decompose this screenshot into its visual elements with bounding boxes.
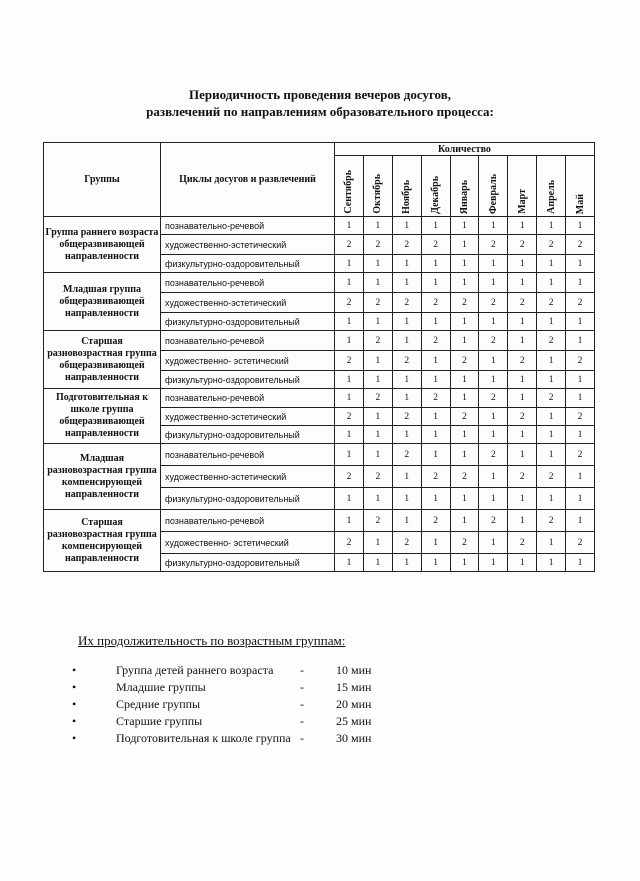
count-cell: 1 xyxy=(508,255,537,273)
count-cell: 2 xyxy=(479,293,508,313)
count-cell: 1 xyxy=(479,371,508,389)
cycle-name: физкультурно-оздоровительный xyxy=(161,313,335,331)
count-cell: 2 xyxy=(363,389,392,408)
count-cell: 1 xyxy=(566,466,595,488)
month-label: Апрель xyxy=(545,180,557,214)
schedule-table xyxy=(43,142,595,572)
month-label: Март xyxy=(516,189,528,214)
count-cell: 1 xyxy=(392,426,421,444)
cycle-name: познавательно-речевой xyxy=(161,217,335,235)
duration-group-name: Средние группы xyxy=(116,697,201,711)
cycle-name: художественно-эстетический xyxy=(161,408,335,426)
duration-group-name: Подготовительная к школе группа xyxy=(116,731,291,745)
count-cell: 2 xyxy=(537,510,566,532)
count-cell: 2 xyxy=(392,444,421,466)
count-cell: 2 xyxy=(450,351,479,371)
count-cell: 2 xyxy=(508,408,537,426)
count-cell: 1 xyxy=(450,389,479,408)
cycle-name: познавательно-речевой xyxy=(161,273,335,293)
count-cell: 1 xyxy=(537,351,566,371)
count-cell: 2 xyxy=(363,331,392,351)
count-cell: 1 xyxy=(508,426,537,444)
count-cell: 2 xyxy=(392,293,421,313)
duration-dash: - xyxy=(300,731,304,745)
count-cell: 2 xyxy=(421,235,450,255)
count-cell: 1 xyxy=(508,273,537,293)
month-header xyxy=(392,156,421,217)
bullet-icon: • xyxy=(72,731,77,745)
month-label: Май xyxy=(574,193,586,214)
cycle-name: художественно-эстетический xyxy=(161,235,335,255)
count-cell: 1 xyxy=(450,217,479,235)
duration-time: 30 мин xyxy=(336,731,372,745)
count-cell: 1 xyxy=(363,217,392,235)
count-cell: 1 xyxy=(421,371,450,389)
count-cell: 1 xyxy=(508,488,537,510)
bullet-icon: • xyxy=(72,697,77,711)
group-name: Группа раннего возраста общеразвивающей направленности xyxy=(44,217,161,273)
month-header xyxy=(537,156,566,217)
count-cell: 2 xyxy=(566,408,595,426)
duration-item xyxy=(62,730,422,747)
count-cell: 1 xyxy=(392,273,421,293)
count-cell: 2 xyxy=(450,408,479,426)
count-cell: 2 xyxy=(421,389,450,408)
cycle-name: физкультурно-оздоровительный xyxy=(161,426,335,444)
count-cell: 1 xyxy=(566,313,595,331)
count-cell: 1 xyxy=(566,371,595,389)
duration-dash: - xyxy=(300,714,304,728)
count-cell: 1 xyxy=(450,444,479,466)
count-cell: 1 xyxy=(566,554,595,572)
count-cell: 1 xyxy=(335,371,364,389)
group-name: Подготовительная к школе группа общеразвивающей направленности xyxy=(44,389,161,444)
count-cell: 1 xyxy=(421,532,450,554)
count-cell: 1 xyxy=(508,510,537,532)
month-header xyxy=(335,156,364,217)
count-cell: 1 xyxy=(363,371,392,389)
count-cell: 1 xyxy=(392,313,421,331)
count-cell: 1 xyxy=(392,217,421,235)
count-cell: 1 xyxy=(421,488,450,510)
count-cell: 2 xyxy=(479,235,508,255)
count-cell: 1 xyxy=(363,554,392,572)
count-cell: 2 xyxy=(566,235,595,255)
count-cell: 1 xyxy=(421,313,450,331)
count-cell: 1 xyxy=(363,488,392,510)
count-cell: 2 xyxy=(363,466,392,488)
count-cell: 1 xyxy=(537,255,566,273)
header-quantity: Количество xyxy=(335,143,595,156)
count-cell: 2 xyxy=(537,389,566,408)
cycle-name: физкультурно-оздоровительный xyxy=(161,554,335,572)
duration-item xyxy=(62,679,422,696)
month-header xyxy=(363,156,392,217)
count-cell: 1 xyxy=(566,510,595,532)
count-cell: 1 xyxy=(335,273,364,293)
count-cell: 1 xyxy=(537,488,566,510)
count-cell: 1 xyxy=(450,255,479,273)
count-cell: 2 xyxy=(537,235,566,255)
count-cell: 1 xyxy=(363,444,392,466)
count-cell: 1 xyxy=(537,371,566,389)
count-cell: 2 xyxy=(392,235,421,255)
count-cell: 2 xyxy=(450,466,479,488)
count-cell: 2 xyxy=(508,293,537,313)
count-cell: 1 xyxy=(479,255,508,273)
count-cell: 1 xyxy=(335,426,364,444)
count-cell: 1 xyxy=(479,532,508,554)
duration-dash: - xyxy=(300,697,304,711)
month-label: Сентябрь xyxy=(343,170,355,214)
count-cell: 2 xyxy=(508,351,537,371)
document-title xyxy=(0,86,640,120)
duration-time: 20 мин xyxy=(336,697,372,711)
count-cell: 1 xyxy=(392,389,421,408)
count-cell: 2 xyxy=(335,293,364,313)
count-cell: 2 xyxy=(537,466,566,488)
cycle-name: художественно-эстетический xyxy=(161,293,335,313)
duration-group-name: Группа детей раннего возраста xyxy=(116,663,274,677)
count-cell: 2 xyxy=(421,510,450,532)
group-name: Старшая разновозрастная группа компенсирующей направленности xyxy=(44,510,161,572)
duration-item xyxy=(62,662,422,679)
count-cell: 1 xyxy=(566,255,595,273)
count-cell: 2 xyxy=(479,510,508,532)
cycle-name: художественно- эстетический xyxy=(161,351,335,371)
cycle-name: познавательно-речевой xyxy=(161,510,335,532)
count-cell: 2 xyxy=(363,235,392,255)
cycle-name: познавательно-речевой xyxy=(161,389,335,408)
count-cell: 1 xyxy=(450,273,479,293)
duration-time: 10 мин xyxy=(336,663,372,677)
count-cell: 2 xyxy=(566,444,595,466)
count-cell: 1 xyxy=(421,351,450,371)
header-cycles: Циклы досугов и развлечений xyxy=(161,143,335,217)
cycle-name: художественно-эстетический xyxy=(161,466,335,488)
count-cell: 1 xyxy=(392,371,421,389)
count-cell: 2 xyxy=(566,532,595,554)
count-cell: 1 xyxy=(450,371,479,389)
table-row xyxy=(44,510,595,532)
month-header xyxy=(421,156,450,217)
cycle-name: познавательно-речевой xyxy=(161,444,335,466)
count-cell: 1 xyxy=(335,488,364,510)
count-cell: 1 xyxy=(508,313,537,331)
count-cell: 1 xyxy=(479,466,508,488)
count-cell: 1 xyxy=(335,255,364,273)
duration-item xyxy=(62,696,422,713)
count-cell: 2 xyxy=(421,331,450,351)
duration-group-name: Старшие группы xyxy=(116,714,203,728)
count-cell: 1 xyxy=(508,554,537,572)
cycle-name: познавательно-речевой xyxy=(161,331,335,351)
count-cell: 1 xyxy=(421,255,450,273)
count-cell: 1 xyxy=(566,488,595,510)
count-cell: 2 xyxy=(508,235,537,255)
cycle-name: художественно- эстетический xyxy=(161,532,335,554)
duration-dash: - xyxy=(300,663,304,677)
count-cell: 1 xyxy=(450,331,479,351)
count-cell: 1 xyxy=(335,510,364,532)
duration-time: 15 мин xyxy=(336,680,372,694)
count-cell: 2 xyxy=(508,466,537,488)
count-cell: 1 xyxy=(363,532,392,554)
count-cell: 1 xyxy=(392,331,421,351)
count-cell: 2 xyxy=(479,331,508,351)
count-cell: 1 xyxy=(566,273,595,293)
count-cell: 1 xyxy=(508,389,537,408)
group-name: Младшая группа общеразвивающей направленности xyxy=(44,273,161,331)
table-row xyxy=(44,389,595,408)
duration-item xyxy=(62,713,422,730)
bullet-icon: • xyxy=(72,680,77,694)
count-cell: 1 xyxy=(537,273,566,293)
durations-title: Их продолжительность по возрастным группам: xyxy=(78,633,346,648)
count-cell: 1 xyxy=(566,217,595,235)
header-groups: Группы xyxy=(44,143,161,217)
group-name: Младшая разновозрастная группа компенсирующей направленности xyxy=(44,444,161,510)
count-cell: 1 xyxy=(335,313,364,331)
month-header xyxy=(566,156,595,217)
count-cell: 2 xyxy=(508,532,537,554)
count-cell: 1 xyxy=(566,331,595,351)
count-cell: 1 xyxy=(450,313,479,331)
count-cell: 1 xyxy=(363,351,392,371)
count-cell: 1 xyxy=(479,426,508,444)
month-header xyxy=(450,156,479,217)
month-label: Октябрь xyxy=(372,174,384,214)
count-cell: 2 xyxy=(479,389,508,408)
count-cell: 2 xyxy=(537,331,566,351)
count-cell: 1 xyxy=(363,313,392,331)
count-cell: 2 xyxy=(392,532,421,554)
count-cell: 1 xyxy=(421,217,450,235)
count-cell: 1 xyxy=(508,444,537,466)
count-cell: 1 xyxy=(479,408,508,426)
count-cell: 1 xyxy=(335,389,364,408)
count-cell: 1 xyxy=(335,554,364,572)
month-header xyxy=(479,156,508,217)
count-cell: 2 xyxy=(537,293,566,313)
count-cell: 2 xyxy=(363,293,392,313)
count-cell: 2 xyxy=(566,293,595,313)
table-row xyxy=(44,273,595,293)
duration-time: 25 мин xyxy=(336,714,372,728)
count-cell: 1 xyxy=(363,408,392,426)
count-cell: 1 xyxy=(421,426,450,444)
month-label: Январь xyxy=(458,179,470,214)
count-cell: 1 xyxy=(537,408,566,426)
count-cell: 1 xyxy=(421,444,450,466)
month-label: Декабрь xyxy=(430,176,442,214)
count-cell: 1 xyxy=(335,331,364,351)
count-cell: 1 xyxy=(566,389,595,408)
count-cell: 2 xyxy=(479,444,508,466)
count-cell: 1 xyxy=(537,554,566,572)
count-cell: 1 xyxy=(479,554,508,572)
count-cell: 1 xyxy=(392,255,421,273)
duration-group-name: Младшие группы xyxy=(116,680,206,694)
durations-list xyxy=(62,662,422,747)
cycle-name: физкультурно-оздоровительный xyxy=(161,371,335,389)
count-cell: 2 xyxy=(450,293,479,313)
table-row xyxy=(44,444,595,466)
count-cell: 1 xyxy=(537,313,566,331)
count-cell: 1 xyxy=(508,217,537,235)
table-body xyxy=(44,217,595,572)
title-line-1: Периодичность проведения вечеров досугов, xyxy=(189,87,451,102)
count-cell: 1 xyxy=(537,444,566,466)
count-cell: 1 xyxy=(450,488,479,510)
count-cell: 1 xyxy=(392,510,421,532)
count-cell: 1 xyxy=(508,331,537,351)
count-cell: 1 xyxy=(450,426,479,444)
count-cell: 1 xyxy=(566,426,595,444)
count-cell: 1 xyxy=(479,488,508,510)
count-cell: 2 xyxy=(421,293,450,313)
count-cell: 1 xyxy=(450,554,479,572)
count-cell: 2 xyxy=(392,408,421,426)
cycle-name: физкультурно-оздоровительный xyxy=(161,255,335,273)
cycle-name: физкультурно-оздоровительный xyxy=(161,488,335,510)
count-cell: 2 xyxy=(335,408,364,426)
bullet-icon: • xyxy=(72,663,77,677)
count-cell: 2 xyxy=(335,235,364,255)
count-cell: 1 xyxy=(392,488,421,510)
count-cell: 1 xyxy=(537,532,566,554)
month-header xyxy=(508,156,537,217)
count-cell: 2 xyxy=(335,532,364,554)
count-cell: 2 xyxy=(450,532,479,554)
count-cell: 1 xyxy=(537,217,566,235)
count-cell: 2 xyxy=(566,351,595,371)
count-cell: 1 xyxy=(537,426,566,444)
count-cell: 1 xyxy=(479,217,508,235)
count-cell: 2 xyxy=(335,351,364,371)
count-cell: 1 xyxy=(508,371,537,389)
count-cell: 1 xyxy=(479,313,508,331)
count-cell: 1 xyxy=(450,510,479,532)
count-cell: 1 xyxy=(421,273,450,293)
count-cell: 1 xyxy=(392,466,421,488)
count-cell: 1 xyxy=(421,554,450,572)
group-name: Старшая разновозрастная группа общеразвивающей направленности xyxy=(44,331,161,389)
table-row xyxy=(44,217,595,235)
count-cell: 1 xyxy=(450,235,479,255)
count-cell: 2 xyxy=(421,466,450,488)
count-cell: 2 xyxy=(335,466,364,488)
month-label: Февраль xyxy=(487,174,499,214)
count-cell: 1 xyxy=(363,255,392,273)
count-cell: 1 xyxy=(392,554,421,572)
count-cell: 2 xyxy=(392,351,421,371)
count-cell: 2 xyxy=(363,510,392,532)
count-cell: 1 xyxy=(363,273,392,293)
bullet-icon: • xyxy=(72,714,77,728)
count-cell: 1 xyxy=(479,351,508,371)
count-cell: 1 xyxy=(479,273,508,293)
count-cell: 1 xyxy=(335,217,364,235)
title-line-2: развлечений по направлениям образовательного процесса: xyxy=(146,104,494,119)
count-cell: 1 xyxy=(363,426,392,444)
count-cell: 1 xyxy=(335,444,364,466)
count-cell: 1 xyxy=(421,408,450,426)
month-label: Ноябрь xyxy=(401,180,413,214)
duration-dash: - xyxy=(300,680,304,694)
table-row xyxy=(44,331,595,351)
